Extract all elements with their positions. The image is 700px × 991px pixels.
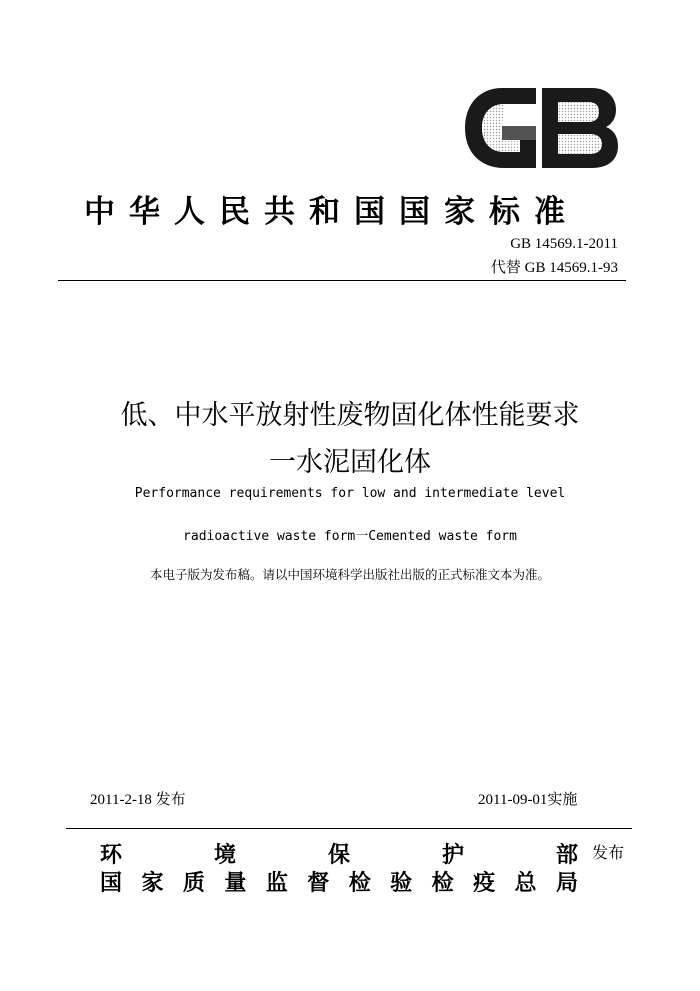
issuer-ministry-of-environmental-protection — [100, 838, 578, 869]
english-title-line-2: radioactive waste form一Cemented waste form — [183, 529, 517, 544]
standard-number: GB 14569.1-2011 — [510, 236, 618, 252]
issued-by-label: 发布 — [592, 843, 625, 862]
issuer-char: 境 — [213, 843, 236, 868]
issuer-char: 督 — [307, 871, 330, 896]
replaces-standard: 代替 GB 14569.1-93 — [490, 260, 618, 276]
english-title-line-1: Performance requirements for low and intermediate level — [134, 486, 566, 501]
document-subtitle: 一水泥固化体 — [269, 447, 431, 478]
issuer-char: 国 — [100, 871, 123, 896]
issuer-char: 局 — [555, 871, 578, 896]
national-standard-title: 中华人民共和国国家标准 — [84, 194, 579, 230]
issuer-char: 疫 — [473, 871, 496, 896]
issuer-char: 护 — [441, 843, 464, 868]
issuer-aqsiq — [100, 866, 578, 897]
issuer-char: 保 — [327, 843, 350, 868]
issuer-char: 监 — [265, 871, 288, 896]
issuer-char: 部 — [555, 843, 578, 868]
gb-logo-icon — [462, 86, 620, 170]
electronic-version-notice: 本电子版为发布稿。请以中国环境科学出版社出版的正式标准文本为准。 — [149, 567, 550, 582]
issuer-char: 总 — [514, 871, 537, 896]
issuer-char: 质 — [182, 871, 205, 896]
bottom-divider — [66, 828, 632, 829]
implementation-date: 2011-09-01实施 — [478, 792, 578, 808]
issuer-char: 家 — [141, 871, 164, 896]
issuer-char: 环 — [100, 843, 123, 868]
issuer-char: 量 — [224, 871, 247, 896]
issuer-char: 检 — [348, 871, 371, 896]
document-title: 低、中水平放射性废物固化体性能要求 — [120, 400, 580, 431]
issue-date: 2011-2-18 发布 — [90, 792, 186, 808]
issuer-char: 验 — [390, 871, 413, 896]
issuer-char: 检 — [431, 871, 454, 896]
top-divider — [58, 280, 626, 281]
